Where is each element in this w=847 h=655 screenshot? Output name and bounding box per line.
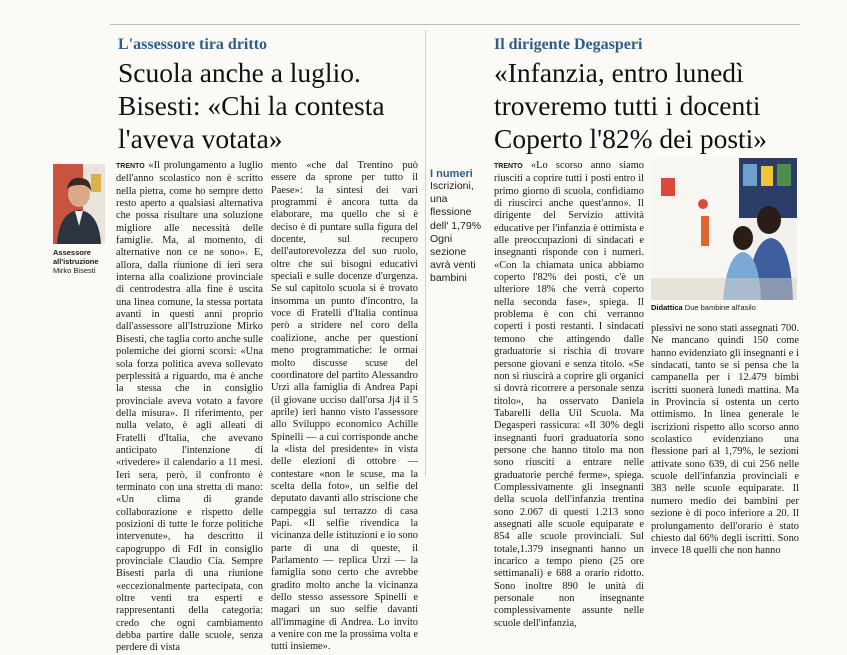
assessore-caption (53, 248, 109, 275)
kindergarten-caption (651, 303, 801, 312)
left-headline-line: l'aveva votata» (118, 123, 283, 154)
numbers-box (430, 168, 484, 286)
right-kicker: Il dirigente Degasperi (494, 36, 643, 53)
caption-text: Due bambine all'asilo (684, 303, 756, 312)
right-headline (494, 56, 767, 155)
left-kicker: L'assessore tira dritto (118, 36, 268, 53)
numbers-title: I numeri (430, 168, 473, 180)
dateline: TRENTO (494, 163, 523, 170)
body-text: «Lo scorso anno siamo riusciti a coprire tutti i posti entro il primo giorno di scuola, confidiamo di riuscirci anche quest'anno». Il dirigente del Servizio attività educative per l'infanzia è ottimista e alle preoccupazioni di sindacati e insegnanti risponde con i numeri. «Con la chiamata unica abbiamo coperto l'82% dei posti, c'è un ulteriore 18% che verrà coperto nella seconda fase», spiega. Il problema è con chi verranno coperti i posti restanti. I sindacati temono che attingendo dalle graduatorie si rischia di trovare persone giovani e senza titolo. «Se non si riuscirà a coprire gli organici si dovrà ricorrere a personale senza titolo», ha osservato Daniela Tabarelli della Uil Scuola. Ma Degasperi rassicura: «Il 30% degli insegnanti fuori graduatoria sono persone che hanno titolo ma non sono riusciti a entrare nelle graduatorie perché ferme», spiega. Complessivamente gli insegnanti della scuola dell'infanzia trentina sono 2.067 di questi 1.213 sono assegnati alle scuole equiparate e 854 alle scuole provinciali. Sul totale,1.379 insegnanti hanno un incarico a tempo pieno (25 ore settimanali) e 688 a orario ridotto. Sono inoltre 890 le unità di personale non insegnante complessivamente assunte nelle scuole dell'infanzia, (494, 160, 644, 629)
caption-name: Mirko Bisesti (53, 266, 96, 275)
right-headline-line: «Infanzia, entro lunedì (494, 57, 744, 88)
right-column-2 (651, 323, 799, 557)
top-rule (110, 24, 800, 25)
dateline: TRENTO (116, 163, 145, 170)
right-headline-line: troveremo tutti i docenti (494, 90, 761, 121)
right-headline-line: Coperto l'82% dei posti» (494, 123, 768, 154)
column-divider (425, 30, 426, 477)
left-column-1 (116, 160, 263, 654)
caption-title: Assessore all'istruzione (53, 248, 99, 266)
body-text: plessivi ne sono stati assegnati 700. Ne mancano quindi 150 come hanno evidenziato gli insegnanti e i sindacati, tanto se si pensa che la campanella per i 12.479 bimbi iscritti suonerà lunedì mattina. Ma in Provincia si ostenta un certo ottimismo. In linea generale le iscrizioni rispetto allo scorso anno scolastico evidenziano una flessione pari al 1,79%, le sezioni attivate sono 639, di cui 256 nelle scuole dell'infanzia provinciali e 383 nelle scuole equiparate. Il numero medio dei bambini per sezione è di poco inferiore a 20. Il prolungamento dell'orario è stato chiesto dal 66% degli iscritti. Sono invece 18 quelli che non hanno (651, 323, 799, 557)
assessore-photo (53, 164, 105, 244)
numbers-body: Iscrizioni, una flessione dell' 1,79% Ogni sezione avrà venti bambini (430, 180, 482, 285)
caption-title: Didattica (651, 303, 683, 312)
left-headline (118, 56, 385, 155)
body-text: mento «che dal Trentino può essere da sprone per tutto il Paese»: la sintesi dei vari programmi è ancora tutta da elaborare, ma quello che si è deciso è di puntare sulla figura del docente, sul recupero dell'autorevolezza del suo ruolo, oltre che sui bisogni educativi speciali e sulle docenze d'urgenza. Se sul capitolo scuola si è trovato insomma un punto d'incontro, la voce di Fratelli d'Italia continua però a stridere nel coro della coalizione, anche per questioni meno programmatiche: le ormai molto discusse scuse del coordinatore del partito Alessandro Urzì alla famiglia di Andrea Papi (il giovane ucciso dall'orsa Jj4 il 5 aprile) ieri hanno visto l'assessore allo Sviluppo economico Achille Spinelli — a cui corrisponde anche la «lista del presidente» in vista delle elezioni di ottobre — contestare «non le scuse, ma la scelta della foto», un selfie del deputato davanti allo striscione che campeggia sul terrazzo di casa Papi. «Il selfie rivendica la vicinanza delle istituzioni e io sono parte di una di queste, il Parlamento — replica Urzì — la famiglia sono certo che avrebbe gradito molto anche la vicinanza dello stesso assessore Spinelli e magari un suo selfie davanti all'immagine di Andrea. Lo invito a venire con me la prossima volta e tutti insieme». (271, 160, 418, 653)
right-column-1 (494, 160, 644, 629)
kindergarten-photo (651, 158, 797, 300)
left-headline-line: Scuola anche a luglio. (118, 57, 361, 88)
left-column-2 (271, 160, 418, 653)
body-text: «Il prolungamento a luglio dell'anno scolastico non è scritto nella pietra, come ho sempre detto resto aperto a qualsiasi alternativa che possa risultare una soluzione migliore alle necessità delle famiglie. Ma, al momento, di alternative non ce ne sono». E, allora, dalla riunione di ieri sera interna alla coalizione provinciale di centrodestra alla fine è uscita una linea comune, la stessa portata avanti in questi anni proprio dall'assessore all'Istruzione Mirko Bisesti, che taglia corto anche sulle polemiche dei giorni scorsi: «Una sola forza politica aveva sollevato perplessità a riguardo, ma è anche la stessa che in consiglio provinciale aveva votato a favore della misura». Il riferimento, per nulla velato, è agli alleati di Fratelli d'Italia, che avevano anticipato l'intenzione di «rivedere» il calendario a 11 mesi. Ieri sera, però, il confronto è terminato con una stretta di mano: «Un clima di grande collaborazione e rispetto delle posizioni di tutte le forze politiche intervenute», ha descritto il capogruppo di FdI in consiglio provinciale Claudio Cia. Sempre Bisesti parla di una riunione «eccezionalmente partecipata, con oltre venti tra esperti e rappresentanti della categoria: credo che ogni cambiamento debba partire dalle scuole, senza perdere di vista (116, 160, 263, 654)
left-headline-line: Bisesti: «Chi la contesta (118, 90, 385, 121)
